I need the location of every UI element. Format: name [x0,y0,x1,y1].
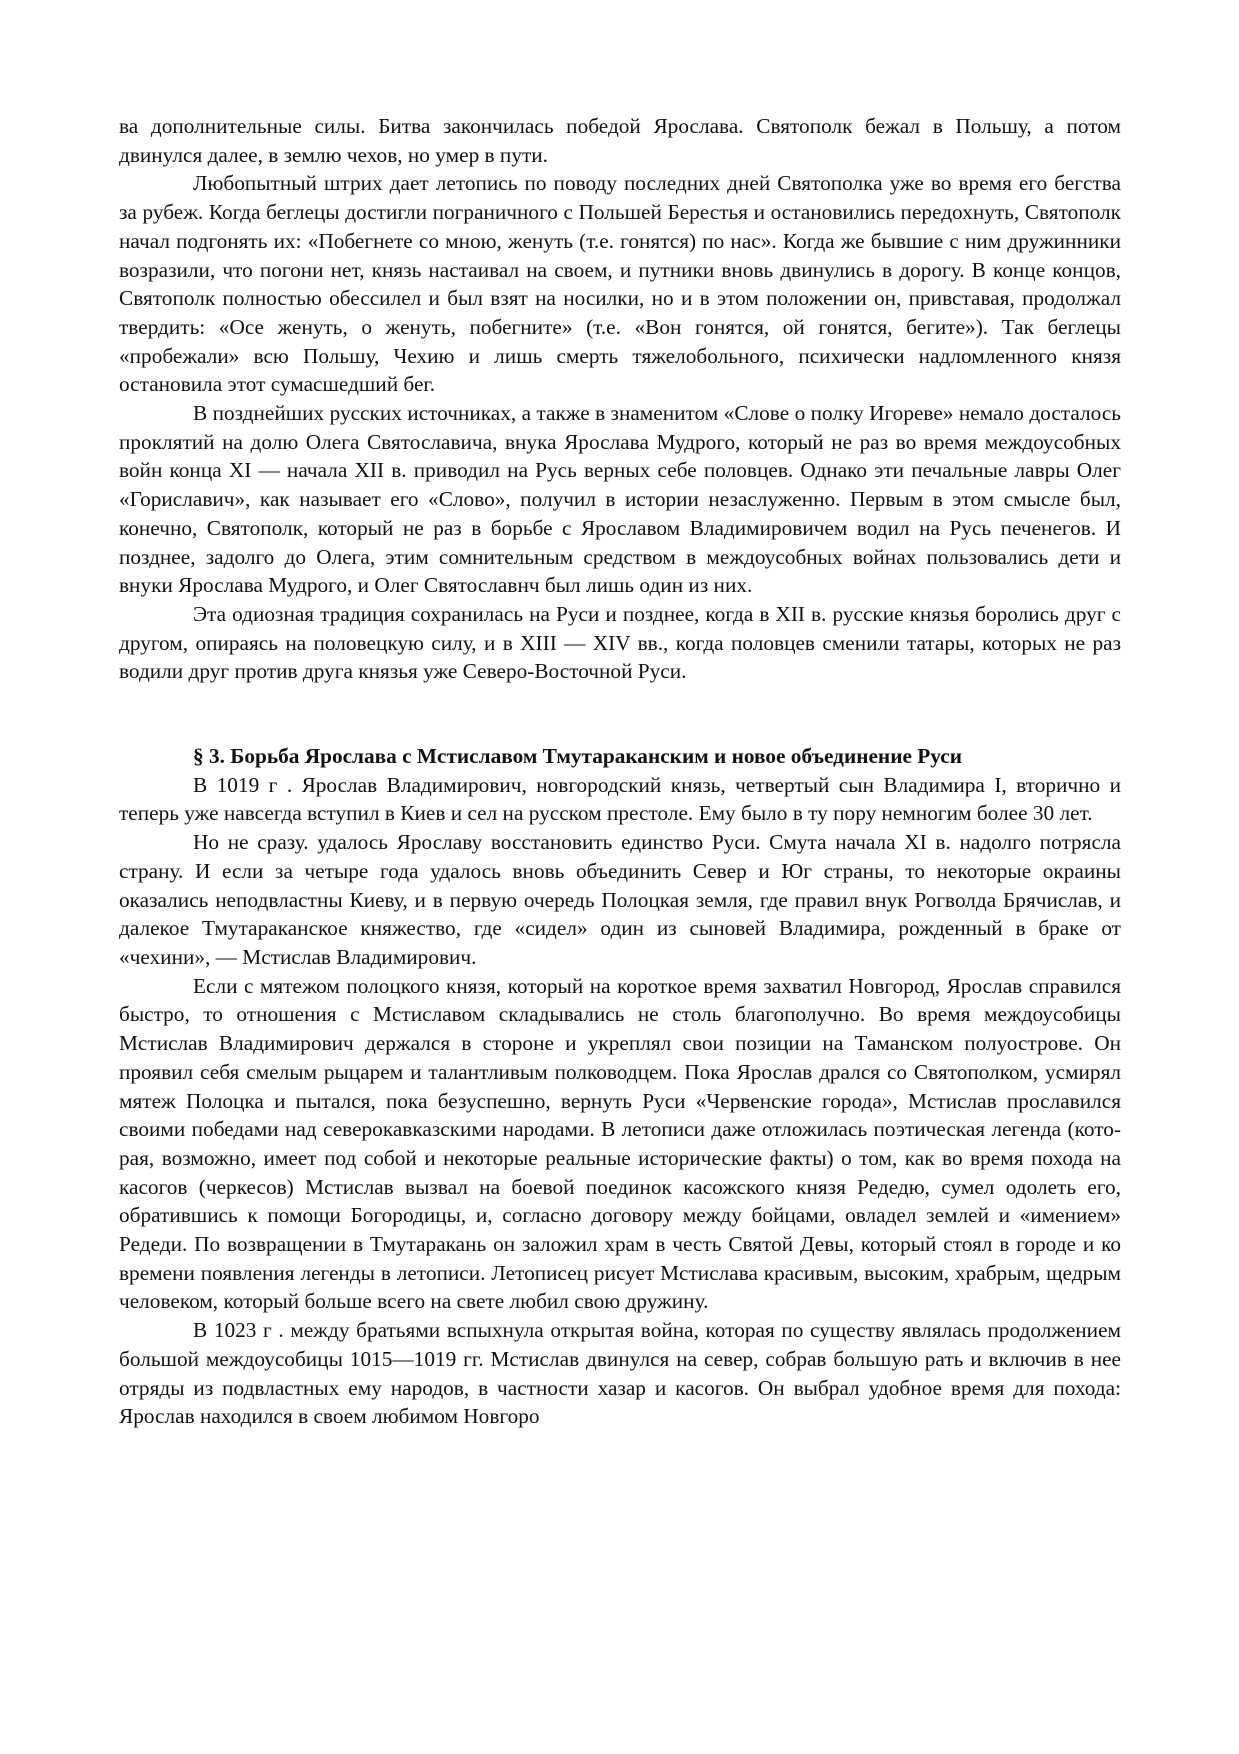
paragraph-oleg-svyatoslavich: В позднейших русских источниках, а также в знаменитом «Слове о полку Игореве» немало досталось проклятий на долю Олега Святославича, внука Ярослава Мудрого, который не раз во время междоусобных войн конца XI — начала XII в. приводил на Русь верных себе половцев. Однако эти печальные лавры Олег «Гориславич», как называет его «Слово», получил в истории незаслуженно. Первым в этом смысле был, конечно, Святополк, который не раз в борьбе с Ярославом Владимировичем водил на Русь печенегов. И позднее, задолго до Олега, этим сомнительным средством в междоусобных войнах пользовались дети и внуки Ярослава Мудрого, и Олег Святославнч был лишь один из них. [119,401,1121,598]
paragraph-unity-of-rus: Но не сразу. удалось Ярославу восстановить единство Руси. Смута начала XI в. надолго потрясла страну. И если за четыре года удалось вновь объединить Север и Юг страны, то некоторые окраины оказались неподвластны Киеву, и в первую очередь Полоцкая земля, где правил внук Рогволда Брячислав, и далекое Тмутараканское княжество, где «сидел» один из сыновей Владимира, рожденный в браке от «чехини», — Мстислав Владимирович. [119,830,1121,969]
paragraph-mstislav: Если с мятежом полоцкого князя, который на короткое время захватил Новгород, Ярослав справился быстро, то отношения с Мстиславом складывались не столь благополучно. Во время междоусобицы Мстислав Владимирович держался в стороне и укреплял свои позиции на Таманском полуострове. Он проявил себя смелым рыцарем и талантливым полководцем. Пока Ярослав дрался со Святополком, усмирял мятеж Полоцка и пытался, пока безуспешно, вернуть Руси «Червенские города», Мстислав прославился своими победами над северокавказскими народами. В летописи даже отложилась поэтическая легенда (которая, возможно, имеет под собой и некоторые реальные исторические факты) о том, как во время похода на касогов (черкесов) Мстислав вызвал на боевой поединок касожского князя Редедю, сумел одолеть его, обратившись к помощи Богородицы, и, согласно договору между бойцами, овладел землей и «имением» Редеди. По возвращении в Тмутаракань он заложил храм в честь Святой Девы, который стоял в городе и ко времени появления легенды в летописи. Летописец рисует Мстислава красивым, высоким, храбрым, щедрым человеком, который больше всего на свете любил свою дружину. [119,973,1121,1314]
paragraph-year-1019: В 1019 г . Ярослав Владимирович, новгородский князь, четвертый сын Владимира I, вторично и теперь уже навсегда вступил в Киев и сел на русском престоле. Ему было в ту пору немногим более 30 лет. [119,772,1121,826]
section-spacer [119,686,1121,742]
paragraph-year-1023: В 1023 г . между братьями вспыхнула открытая война, которая по существу являлась продолжением большой междоусобицы 1015—1019 гг. Мстислав двинулся на север, собрав большую рать и включив в нее отряды из подвластных ему народов, в частности хазар и касогов. Он выбрал удобное время для похода: Ярослав находился в своем любимом Новгоро [119,1318,1121,1429]
document-page [119,112,1121,1431]
paragraph-odious-tradition: Эта одиозная традиция сохранилась на Руси и позднее, когда в XII в. русские князья боролись друг с другом, опираясь на половецкую силу, и в XIII — XIV вв., когда половцев сменили татары, которых не раз водили друг против друга князья уже Северо-Восточной Руси. [119,601,1121,684]
section-heading: § 3. Борьба Ярослава с Мстиславом Тмутараканским и новое объединение Руси [193,744,962,769]
paragraph-continuation: ва дополнительные силы. Битва закончилась победой Ярослава. Святополк бежал в Польшу, а потом двинулся далее, в землю чехов, но умер в пути. [119,114,1121,167]
paragraph-svyatopolk-flight: Любопытный штрих дает летопись по поводу последних дней Святополка уже во время его бегства за рубеж. Когда беглецы достигли пограничного с Польшей Берестья и остановились передохнуть, Святополк начал подгонять их: «Побегнете со мною, женуть (т.е. гонятся) по нас». Когда же бывшие с ним дружинники возразили, что погони нет, князь настаивал на своем, и путники вновь двинулись в дорогу. В конце концов, Святополк полностью обессилел и был взят на носилки, но и в этом положении он, привставая, продолжал твердить: «Осе женуть, о женуть, побегните» (т.е. «Вон гонятся, ой гонятся, бегите»). Так беглецы «пробежали» всю Польшу, Чехию и лишь смерть тяжелобольного, психически надломленного князя остановила этот сумасшедший бег. [119,171,1121,397]
